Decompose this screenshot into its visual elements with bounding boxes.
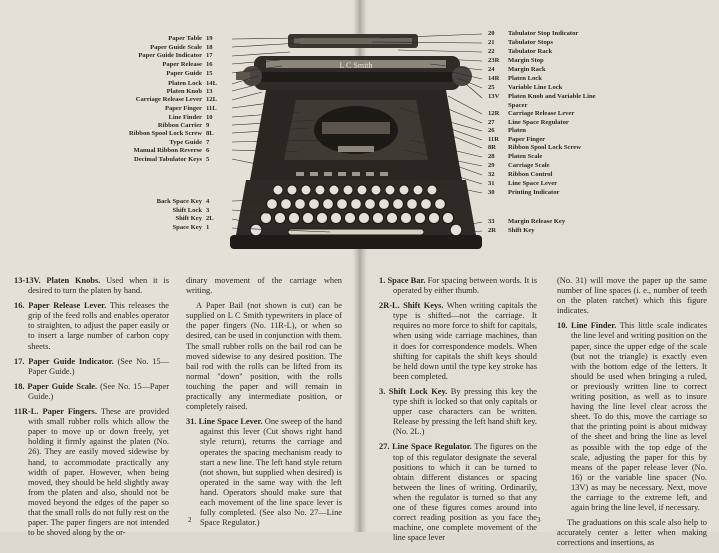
callout-name: Line Space Regulator xyxy=(508,119,569,126)
manual-entry xyxy=(14,382,169,402)
callout-number: 17 xyxy=(206,52,213,59)
callout-number: 14L xyxy=(206,80,217,87)
callout-label-31 xyxy=(488,180,557,189)
callout-number: 8R xyxy=(488,144,497,151)
entry-heading: 3. Shift Lock Key. xyxy=(379,386,448,396)
callout-label-22 xyxy=(488,48,552,57)
callout-name: Platen xyxy=(508,127,526,134)
callout-label-11l xyxy=(165,105,226,114)
manual-entry xyxy=(379,442,537,543)
callout-name: Shift Key xyxy=(508,227,535,234)
callout-number: 24 xyxy=(488,66,495,73)
callout-number: 12R xyxy=(488,110,500,117)
callout-label-28 xyxy=(488,153,542,162)
callout-number: 11L xyxy=(206,105,217,112)
callout-number: 22 xyxy=(488,48,495,55)
callout-name: Paper Guide xyxy=(166,70,202,77)
callout-name: Platen Lock xyxy=(508,75,542,82)
manual-entry xyxy=(557,321,707,513)
callout-number: 30 xyxy=(488,189,495,196)
callout-lines xyxy=(0,0,719,270)
text-column-3 xyxy=(379,276,537,548)
callout-label-32 xyxy=(488,171,552,180)
callout-label-14r xyxy=(488,75,542,84)
callout-name: Paper Table xyxy=(168,35,202,42)
manual-entry xyxy=(379,301,537,382)
callout-name: Carriage Release Lever xyxy=(508,110,575,117)
callout-number: 12L xyxy=(206,96,217,103)
callout-name: Ribbon Spool Lock Screw xyxy=(129,130,202,137)
entry-body: dinary movement of the carriage when writing. xyxy=(186,276,342,296)
callout-name: Tabulator Stop Indicator xyxy=(508,30,579,37)
callout-number: 11R xyxy=(488,136,499,143)
callout-number: 16 xyxy=(206,61,213,68)
callout-label-21 xyxy=(488,39,553,48)
callout-number: 2L xyxy=(206,215,214,222)
callout-label-8r xyxy=(488,144,581,153)
callout-number: 6 xyxy=(206,147,210,154)
callout-number: 31 xyxy=(488,180,495,187)
callout-name: Shift Lock xyxy=(172,207,202,214)
entry-body: The figures on the top of this regulator designate the several positions to which it can be turned to obtain different distances or spacing between the lines of writing. Ordinarily, when the regulator is turned so that any one of these figures comes around into correct reading position as you face the machine, one complete movement of the line space lever xyxy=(393,442,537,543)
callout-number: 2R xyxy=(488,227,497,234)
callout-label-8l xyxy=(129,130,226,139)
callout-name: Paper Guide Scale xyxy=(150,44,202,51)
entry-body: By pressing this key the type shift is locked so that only capitals or upper case characters can be written. Release by pressing the left hand shift key. (No. 2L.) xyxy=(393,386,537,437)
callout-number: 13 xyxy=(206,88,213,95)
callout-label-16 xyxy=(162,61,226,70)
callout-label-29 xyxy=(488,162,550,171)
entry-heading: 11R-L. Paper Fingers. xyxy=(14,407,97,417)
callout-number: 32 xyxy=(488,171,495,178)
entry-heading: 13-13V. Platen Knobs. xyxy=(14,276,101,285)
callout-label-33 xyxy=(488,218,565,227)
manual-entry xyxy=(14,407,169,538)
callout-name: Type Guide xyxy=(169,139,202,146)
callout-number: 20 xyxy=(488,30,495,37)
callout-name: Paper Guide Indicator xyxy=(138,52,202,59)
callout-label-15 xyxy=(166,70,226,79)
text-column-4 xyxy=(557,276,707,553)
callout-name: Ribbon Carrier xyxy=(157,122,202,129)
callout-name: Carriage Scale xyxy=(508,162,550,169)
manual-entry xyxy=(557,276,707,316)
callout-label-20 xyxy=(488,30,578,39)
text-column-1 xyxy=(14,276,169,543)
callout-name: Printing Indicator xyxy=(508,189,560,196)
entry-heading: 16. Paper Release Lever. xyxy=(14,301,107,311)
entry-body: (See No. 15—Paper Guide.) xyxy=(28,381,169,401)
entry-body: (No. 31) will move the paper up the same number of line spaces (i. e., number of teeth on the platen ratchet) which this figure indicates. xyxy=(557,276,707,316)
callout-number: 8L xyxy=(206,130,214,137)
callout-label-12r xyxy=(488,110,574,119)
manual-entry xyxy=(14,357,169,377)
callout-number: 21 xyxy=(488,39,495,46)
page-number-left: 2 xyxy=(188,516,192,524)
callout-number: 27 xyxy=(488,119,495,126)
callout-number: 13V xyxy=(488,93,500,100)
callout-name: Margin Rack xyxy=(508,66,546,73)
callout-name: Margin Release Key xyxy=(508,218,566,225)
callout-label-17 xyxy=(138,52,226,61)
callout-number: 7 xyxy=(206,139,210,146)
callout-number: 23R xyxy=(488,57,500,64)
callout-label-2l xyxy=(175,215,226,224)
manual-entry xyxy=(14,301,169,351)
manual-entry xyxy=(186,417,342,528)
callout-number: 25 xyxy=(488,84,495,91)
callout-label-24 xyxy=(488,66,546,75)
entry-body: (See No. 15—Paper Guide.) xyxy=(28,356,169,376)
callout-label-6 xyxy=(133,147,226,156)
manual-entry xyxy=(379,276,537,296)
manual-entry xyxy=(14,276,169,296)
callout-name: Tabulator Stops xyxy=(508,39,553,46)
entry-heading: 17. Paper Guide Indicator. xyxy=(14,356,114,366)
callout-number: 5 xyxy=(206,156,210,163)
entry-body: This little scale indicates the line level and writing position on the paper, since the upper edge of the scale (but not the triangle) is exactly even with the bottom edge of the letters. It should be used when bringing a ruled, or previously written line to correct writing position, as well as to insure having the line level clear across the sheet. To do this, move the carriage so that the printing point is about midway of the sheet and bring the line as level as possible with the top edge of the scale, adjusting the paper for this by means of the paper release lever (No. 16) or the variable line spacer (No. 13V) as may be necessary. Next, move the carriage to the extreme left, and again bring the line level, if necessary. xyxy=(571,321,708,513)
callout-label-5 xyxy=(134,156,226,165)
callout-name: Line Space Lever xyxy=(508,180,558,187)
callout-number: 9 xyxy=(206,122,210,129)
callout-label-13v xyxy=(488,93,612,110)
callout-number: 33 xyxy=(488,218,495,225)
entry-body: When writing capitals the type is shifted—not the carriage. It requires no more force to shift for capitals, when using wide carriage machines, than it does for correspondence models. When shifting for capitals the shift keys should be held down until the type key stroke has been completed. xyxy=(393,301,537,381)
entry-body: The graduations on this scale also help to accurately center a letter when making corrections and insertions, as xyxy=(557,518,707,548)
callout-name: Paper Release xyxy=(162,61,202,68)
manual-entry xyxy=(379,387,537,437)
callout-name: Paper Finger xyxy=(508,136,546,143)
callout-name: Paper Finger xyxy=(164,105,202,112)
callout-name: Shift Key xyxy=(175,215,202,222)
callout-label-2r xyxy=(488,227,535,236)
callout-number: 19 xyxy=(206,35,213,42)
callout-number: 1 xyxy=(206,224,210,231)
entry-heading: 31. Line Space Lever. xyxy=(186,417,263,427)
manual-entry xyxy=(557,518,707,548)
callout-number: 29 xyxy=(488,162,495,169)
entry-body: This releases the grip of the feed rolls and enables operator to straighten, to adjust the paper easily or to insert a large number of carbon copy sheets. xyxy=(28,301,169,351)
callout-name: Ribbon Control xyxy=(508,171,553,178)
callout-number: 4 xyxy=(206,198,210,205)
callout-label-26 xyxy=(488,127,526,136)
callout-label-23r xyxy=(488,57,544,66)
entry-body: Used when it is desired to turn the platen by hand. xyxy=(28,276,169,296)
callout-label-1 xyxy=(173,224,227,233)
manual-entry xyxy=(186,276,342,296)
callout-name: Variable Line Lock xyxy=(508,84,563,91)
entry-heading: 1. Space Bar. xyxy=(379,276,426,285)
entry-heading: 27. Line Space Regulator. xyxy=(379,442,472,452)
callout-label-25 xyxy=(488,84,562,93)
callout-number: 26 xyxy=(488,127,495,134)
callout-name: Tabulator Rack xyxy=(508,48,553,55)
callout-label-19 xyxy=(168,35,226,44)
callout-number: 10 xyxy=(206,114,213,121)
text-column-2 xyxy=(186,276,342,533)
callout-name: Manual Ribbon Reverse xyxy=(133,147,202,154)
callout-number: 15 xyxy=(206,70,213,77)
entry-heading: 10. Line Finder. xyxy=(557,321,617,331)
callout-name: Ribbon Spool Lock Screw xyxy=(508,144,581,151)
entry-body: A Paper Bail (not shown is cut) can be supplied on L C Smith typewriters in place of the paper fingers (No. 11R-L), or when so desired, can be used in conjunction with them. The small rubber rolls on the bail rod can be moved sidewise to any desired position. The bail rod with the rolls can be lifted from its normal "down" position, with the rolls touching the paper and will remain in practically any intermediate position, or completely raised. xyxy=(186,301,342,412)
callout-label-30 xyxy=(488,189,559,198)
callout-name: Platen Knob xyxy=(166,88,202,95)
entry-body: One sweep of the hand against this lever (Cut shows right hand style return), returns the carriage and operates the spacing mechanism ready to start a new line. The left hand style return (not shown, but supplied when desired) is operated in the same way with the left hand. Operators should make sure that each movement of the line space lever is fully completed. (See also No. 27—Line Space Regulator.) xyxy=(200,417,342,528)
callout-number: 18 xyxy=(206,44,213,51)
callout-name: Platen Knob and Variable Line Spacer xyxy=(508,93,596,109)
entry-heading: 18. Paper Guide Scale. xyxy=(14,381,98,391)
callout-name: Space Key xyxy=(172,224,202,231)
page-number-right: 3 xyxy=(537,516,541,524)
callout-name: Decimal Tabulator Keys xyxy=(133,156,202,163)
callout-name: Back Space Key xyxy=(156,198,202,205)
callout-name: Margin Stop xyxy=(508,57,544,64)
callout-number: 3 xyxy=(206,207,210,214)
callout-name: Platen Scale xyxy=(508,153,543,160)
entry-heading: 2R-L. Shift Keys. xyxy=(379,301,444,311)
callout-name: Platen Lock xyxy=(168,80,202,87)
callout-number: 14R xyxy=(488,75,500,82)
entry-body: These are provided with small rubber rolls which allow the paper to move up or down freely, yet holding it firmly against the platen (No. 26). They are easily moved sidewise by hand, to accommodate practically any width of paper. However, when being moved, they should be held slightly away from the platen and also, should not be moved beyond the edges of the paper so that the small rolls do not fully rest on the paper. The paper fingers are not intended to be shoved along by the or- xyxy=(28,407,170,538)
callout-number: 28 xyxy=(488,153,495,160)
callout-label-12l xyxy=(136,96,226,105)
typewriter-brand-text: L C Smith xyxy=(339,61,373,70)
entry-body: For spacing between words. It is operated by either thumb. xyxy=(393,276,537,296)
manual-entry xyxy=(186,301,342,412)
callout-label-4 xyxy=(157,198,226,207)
callout-name: Line Finder xyxy=(168,114,202,121)
callout-name: Carriage Release Lever xyxy=(135,96,202,103)
